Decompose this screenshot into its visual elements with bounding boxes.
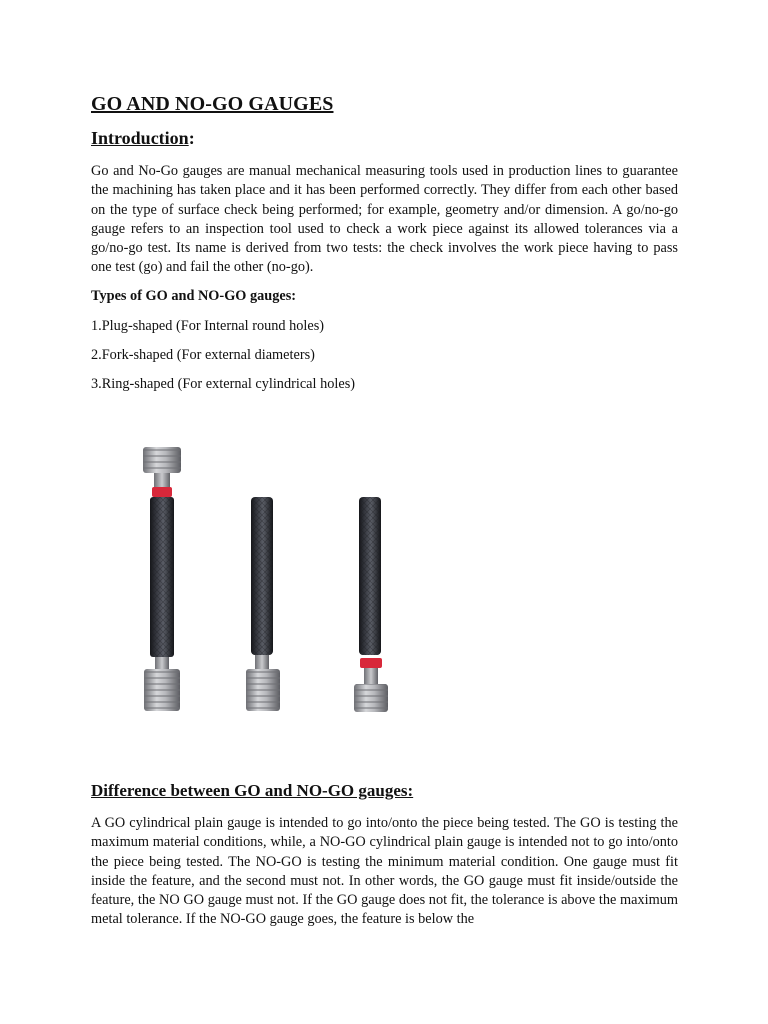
difference-heading: Difference between GO and NO-GO gauges: bbox=[91, 781, 414, 800]
introduction-heading-text: Introduction bbox=[91, 128, 189, 148]
difference-paragraph: A GO cylindrical plain gauge is intended to go into/onto the piece being tested. The GO is testing the maximum material conditions, while, a NO-GO cylindrical plain gauge is intended not to go into/onto the piece being tested. The NO-GO is testing the minimum material condition. One gauge must fit inside the feature, and the second must not. In other words, the GO gauge must fit inside/outside the feature, the NO GO gauge must not. If the GO gauge does not fit, the tolerance is above the maximum metal tolerance. If the NO-GO gauge goes, the feature is below the bbox=[91, 815, 678, 928]
gauge-3 bbox=[354, 497, 388, 712]
list-item: 3.Ring-shaped (For external cylindrical holes) bbox=[91, 376, 356, 392]
gauge-types-list bbox=[91, 317, 355, 404]
list-item: 2.Fork-shaped (For external diameters) bbox=[91, 347, 315, 363]
introduction-heading bbox=[91, 128, 195, 149]
gauges-photo bbox=[100, 425, 460, 745]
gauge-2 bbox=[246, 497, 280, 711]
introduction-paragraph: Go and No-Go gauges are manual mechanical measuring tools used in production lines to guarantee the machining has taken place and it has been performed correctly. They differ from each other based on the type of surface check being performed; for example, geometry and/or dimension. A go/no-go gauge refers to an inspection tool used to check a work piece against its allowed tolerances via a go/no-go test. Its name is derived from two tests: the check involves the work piece having to pass one test (go) and fail the other (no-go). bbox=[91, 163, 678, 276]
list-item: 1.Plug-shaped (For Internal round holes) bbox=[91, 318, 325, 334]
document-title: GO AND NO-GO GAUGES bbox=[91, 93, 334, 115]
introduction-heading-colon: : bbox=[188, 128, 195, 148]
types-heading: Types of GO and NO-GO gauges: bbox=[91, 288, 297, 304]
gauge-1 bbox=[143, 447, 181, 711]
